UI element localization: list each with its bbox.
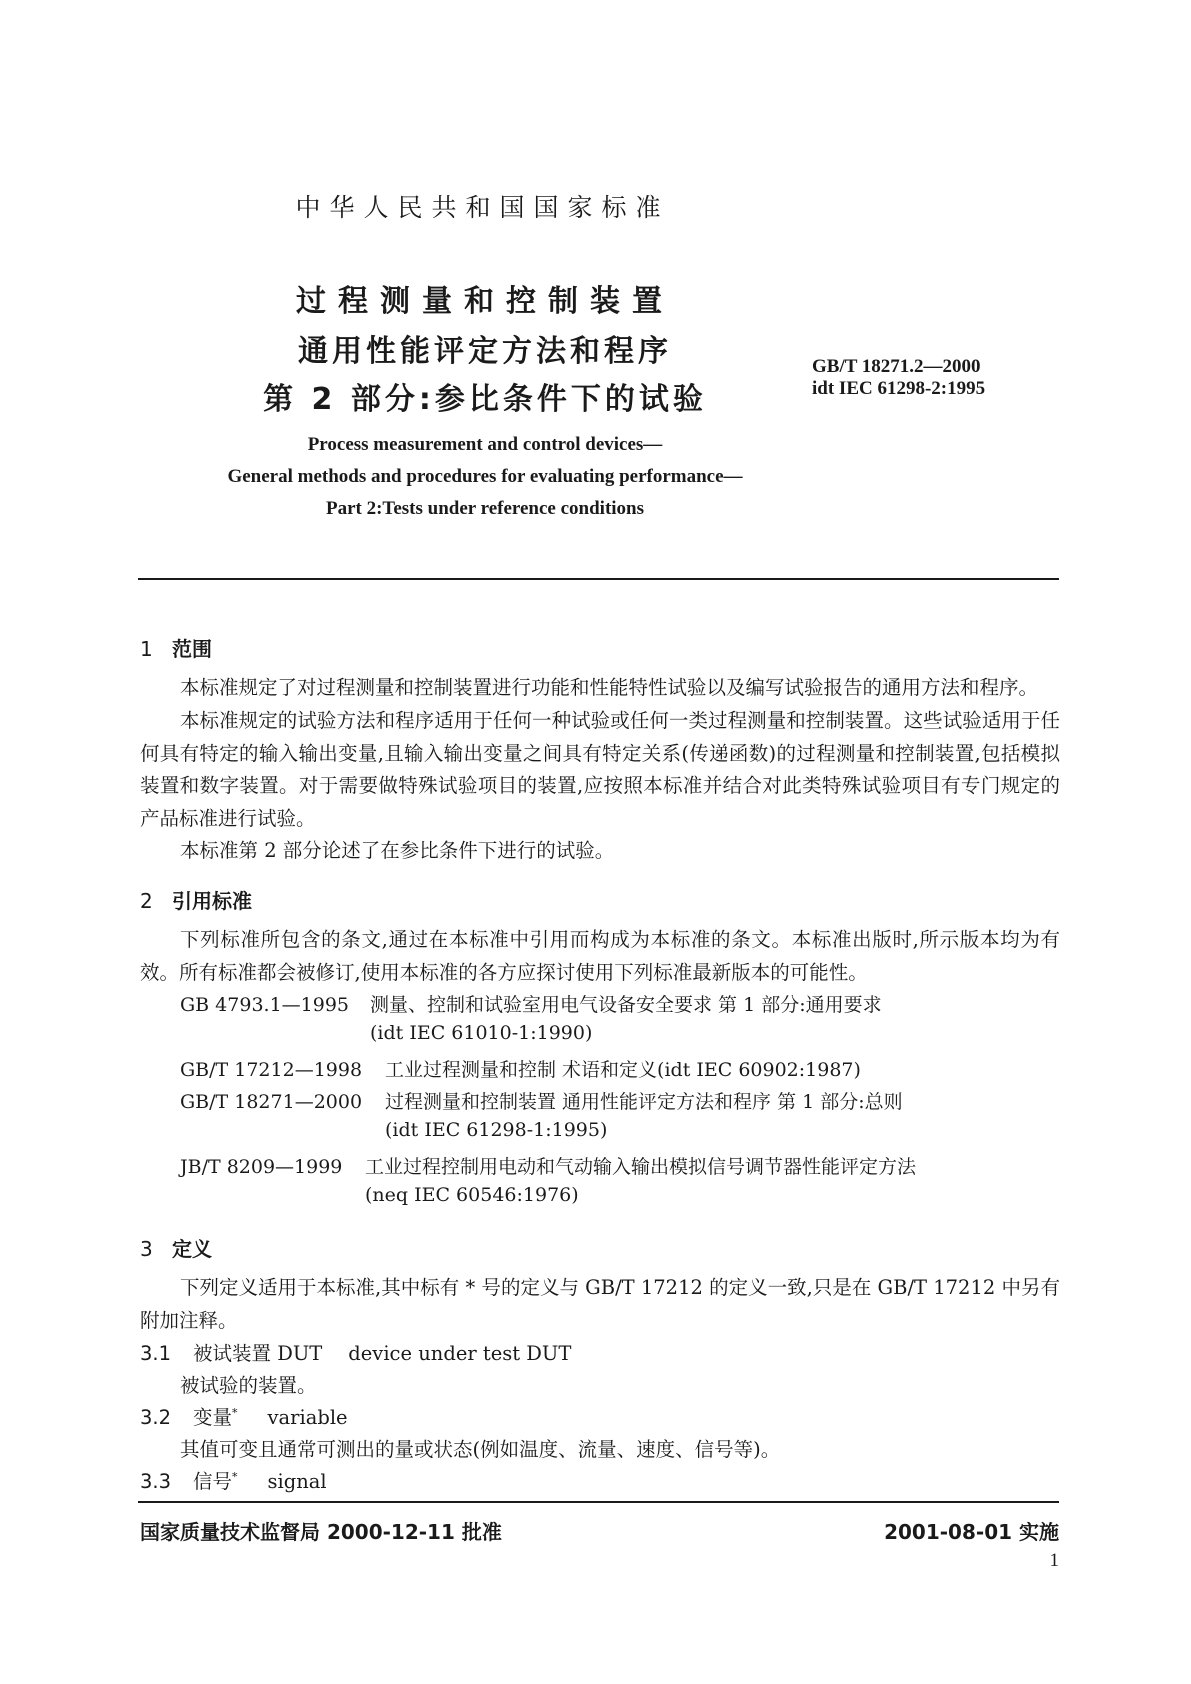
reference-equiv: (idt IEC 61010-1:1990) xyxy=(370,1022,593,1044)
bottom-divider xyxy=(138,1501,1059,1503)
approval-date: 国家质量技术监督局 2000-12-11 批准 xyxy=(140,1520,502,1544)
definition-term: 3.2 变量* variable xyxy=(140,1406,348,1429)
definition-term: 3.3 信号* signal xyxy=(140,1470,327,1493)
reference-item: JB/T 8209—1999 工业过程控制用电动和气动输入输出模拟信号调节器性能评定方法 xyxy=(180,1156,917,1178)
reference-item: GB/T 18271—2000 过程测量和控制装置 通用性能评定方法和程序 第 1 部分:总则 xyxy=(180,1091,903,1113)
zh-title-line-2: 通用性能评定方法和程序 xyxy=(298,334,672,369)
section-heading-scope xyxy=(140,633,212,662)
section-heading-definitions xyxy=(140,1233,212,1262)
references-paragraph: 下列标准所包含的条文,通过在本标准中引用而构成为本标准的条文。本标准出版时,所示版本均为有效。所有标准都会被修订,使用本标准的各方应探讨使用下列标准最新版本的可能性。 xyxy=(140,928,1060,984)
page-number: 1 xyxy=(1049,1550,1059,1571)
definitions-paragraph: 下列定义适用于本标准,其中标有 * 号的定义与 GB/T 17212 的定义一致,只是在 GB/T 17212 中另有附加注释。 xyxy=(140,1276,1060,1332)
reference-equiv: (neq IEC 60546:1976) xyxy=(365,1184,579,1206)
country-standard-title: 中华人民共和国国家标准 xyxy=(295,193,670,222)
definition-text: 其值可变且通常可测出的量或状态(例如温度、流量、速度、信号等)。 xyxy=(180,1438,781,1461)
standard-number: GB/T 18271.2—2000 xyxy=(812,356,981,377)
section-number: 2 xyxy=(140,889,153,913)
definition-term: 3.1 被试装置 DUT device under test DUT xyxy=(140,1342,572,1365)
section-number: 3 xyxy=(140,1237,153,1261)
section-number: 1 xyxy=(140,637,153,661)
effective-date: 2001-08-01 实施 xyxy=(884,1520,1059,1544)
scope-paragraph-1: 本标准规定了对过程测量和控制装置进行功能和性能特性试验以及编写试验报告的通用方法和程序。 xyxy=(180,676,1039,699)
zh-title-line-1: 过程测量和控制装置 xyxy=(296,284,674,319)
section-title: 引用标准 xyxy=(172,889,252,913)
en-title-line-1: Process measurement and control devices— xyxy=(307,434,663,455)
standard-equivalent: idt IEC 61298-2:1995 xyxy=(812,378,986,399)
en-title-line-3: Part 2:Tests under reference conditions xyxy=(325,498,645,519)
top-divider xyxy=(138,578,1059,580)
en-title-line-2: General methods and procedures for evaluating performance— xyxy=(227,466,743,487)
zh-title-line-3: 第 2 部分:参比条件下的试验 xyxy=(263,382,707,417)
section-title: 范围 xyxy=(172,637,212,661)
scope-paragraph-2: 本标准规定的试验方法和程序适用于任何一种试验或任何一类过程测量和控制装置。这些试验适用于任何具有特定的输入输出变量,且输入输出变量之间具有特定关系(传递函数)的过程测量和控制装置,包括模拟装置和数字装置。对于需要做特殊试验项目的装置,应按照本标准并结合对此类特殊试验项目有专门规定的产品标准进行试验。 xyxy=(140,709,1060,830)
reference-item: GB 4793.1—1995 测量、控制和试验室用电气设备安全要求 第 1 部分:通用要求 xyxy=(180,994,882,1016)
section-heading-references xyxy=(140,885,252,914)
scope-paragraph-3: 本标准第 2 部分论述了在参比条件下进行的试验。 xyxy=(180,839,615,862)
reference-equiv: (idt IEC 61298-1:1995) xyxy=(385,1119,608,1141)
reference-item: GB/T 17212—1998 工业过程测量和控制 术语和定义(idt IEC 60902:1987) xyxy=(180,1059,861,1081)
definition-text: 被试验的装置。 xyxy=(180,1374,317,1397)
section-title: 定义 xyxy=(172,1237,212,1261)
